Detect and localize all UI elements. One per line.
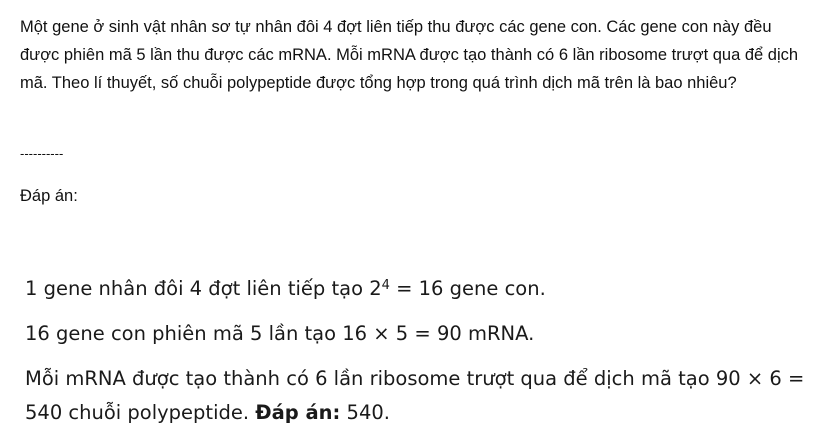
solution-line-1-text: 1 gene nhân đôi 4 đợt liên tiếp tạo 2 bbox=[25, 277, 382, 300]
answer-label: Đáp án: bbox=[20, 187, 78, 205]
solution-line-3 bbox=[25, 362, 805, 430]
exponent: 4 bbox=[381, 278, 390, 293]
solution-block bbox=[25, 272, 805, 430]
separator-line: ---------- bbox=[20, 146, 64, 161]
solution-line-1-result: = 16 gene con. bbox=[389, 277, 546, 300]
solution-line-2: 16 gene con phiên mã 5 lần tạo 16 × 5 = 90 mRNA. bbox=[25, 322, 535, 345]
final-answer-value: 540. bbox=[340, 401, 390, 424]
solution-line-3-text: Mỗi mRNA được tạo thành có 6 lần ribosome trượt qua để dịch mã tạo 90 × 6 = 540 chuỗi polypeptide. bbox=[25, 367, 805, 424]
solution-line-1 bbox=[25, 272, 805, 306]
final-answer-label: Đáp án: bbox=[255, 401, 341, 424]
question-text: Một gene ở sinh vật nhân sơ tự nhân đôi 4 đợt liên tiếp thu được các gene con. Các gene con này đều được phiên mã 5 lần thu được các mRNA. Mỗi mRNA được tạo thành có 6 lần ribosome trượt qua để dịch mã. Theo lí thuyết, số chuỗi polypeptide được tổng hợp trong quá trình dịch mã trên là bao nhiêu? bbox=[20, 18, 799, 92]
